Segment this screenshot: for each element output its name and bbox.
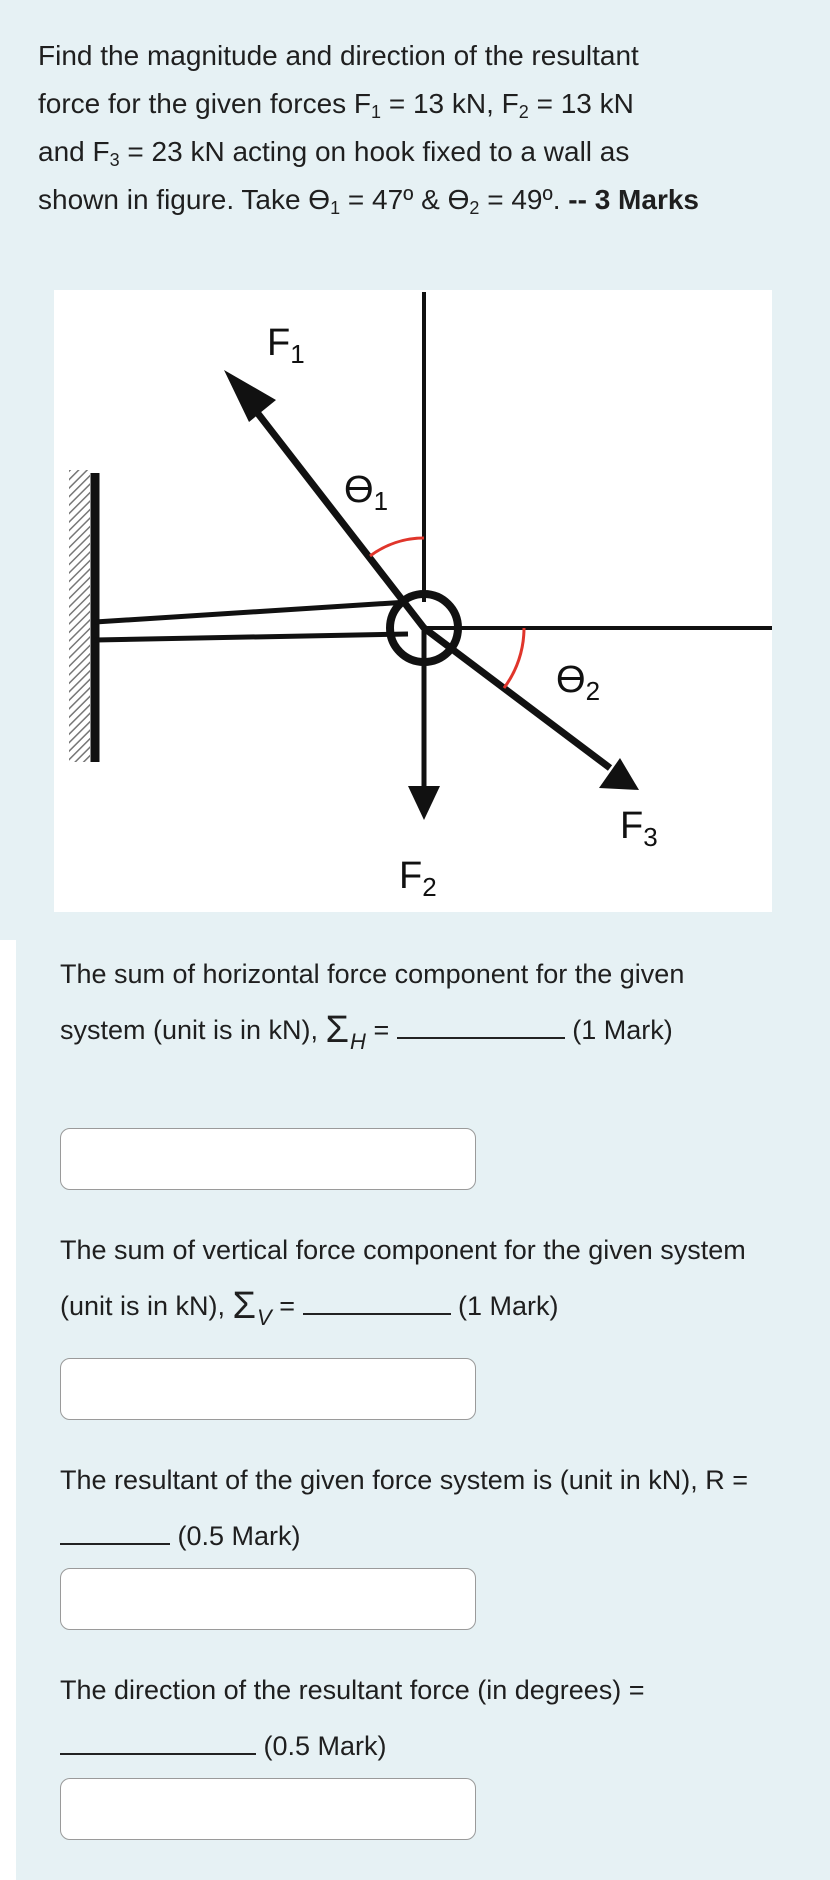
part-resultant: The resultant of the given force system is (unit in kN), R = (0.5 Mark) bbox=[60, 1465, 749, 1551]
f1-label: $F_1$ bbox=[267, 322, 305, 369]
horizontal-sum-input[interactable] bbox=[60, 1128, 476, 1190]
theta1-arc bbox=[370, 538, 424, 556]
f2-arrow-head bbox=[408, 786, 440, 820]
theta2-label: $ϴ_2$ bbox=[556, 659, 601, 706]
direction-input[interactable] bbox=[60, 1778, 476, 1840]
f2-label: $F_2$ bbox=[399, 855, 437, 902]
blank-line bbox=[397, 1007, 565, 1039]
blank-line bbox=[60, 1513, 170, 1545]
part-direction: The direction of the resultant force (in degrees) = (0.5 Mark) bbox=[60, 1675, 645, 1761]
cable-upper bbox=[95, 602, 408, 622]
marks-label: -- 3 Marks bbox=[568, 184, 699, 215]
force-diagram bbox=[54, 290, 772, 920]
part-horizontal-sum: The sum of horizontal force component for the given system (unit is in kN), $\Sigma_H = (1$ Mark) bbox=[60, 959, 685, 1054]
f1-arrow-shaft bbox=[249, 402, 424, 628]
theta2-arc bbox=[504, 628, 524, 688]
f1-arrow-head bbox=[224, 370, 276, 422]
resultant-input[interactable] bbox=[60, 1568, 476, 1630]
part-vertical-sum: The sum of vertical force component for the given system (unit is in kN), $\Sigma_V = (1$ Mark) bbox=[60, 1235, 746, 1330]
theta1-label: $ϴ_1$ bbox=[344, 469, 389, 516]
force-diagram-svg bbox=[54, 290, 772, 920]
blank-line bbox=[303, 1283, 451, 1315]
cable-lower bbox=[95, 634, 408, 640]
vertical-sum-input[interactable] bbox=[60, 1358, 476, 1420]
f3-label: $F_3$ bbox=[620, 805, 658, 852]
question-text: Find the magnitude and direction of the resultant force for the given forces $F_1 = 13$ kN, $F_2 = 13$ kN and $F_3 = 23$ kN acting on hook fixed to a wall as shown in figure. Take $ϴ_1$ = 47º & $ϴ_2$ = 49º. -- 3 Marks bbox=[38, 40, 699, 218]
blank-line bbox=[60, 1723, 256, 1755]
wall-hatch bbox=[69, 470, 90, 762]
